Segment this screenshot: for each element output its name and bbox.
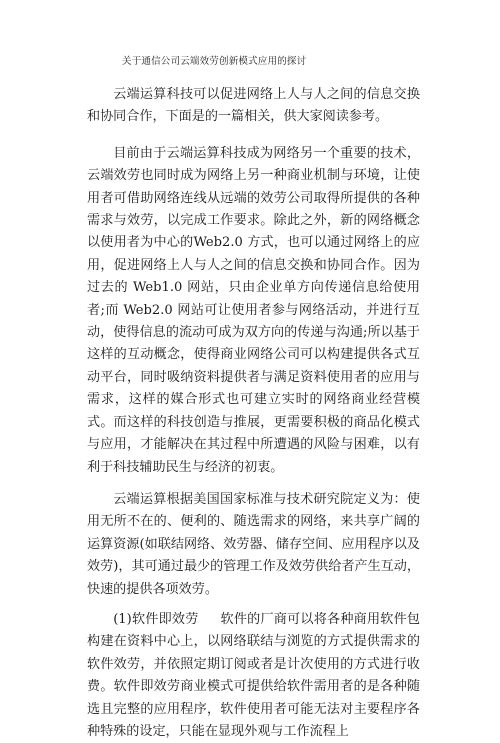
paragraph-definition: 云端运算根据美国国家标准与技术研究院定义为：使用无所不在的、便利的、随选需求的网络，来共享广阔的运算资源(如联结网络、效劳器、储存空间、应用程序以及效劳)，其可通过最少的管理工作及效劳供给者产生互动，快速的提供各项效劳。: [87, 491, 420, 597]
paragraph-intro: 云端运算科技可以促进网络上人与人之间的信息交换和协同合作，下面是的一篇相关，供大家阅读参考。: [87, 87, 420, 125]
saas-label: (1)软件即效劳: [113, 611, 199, 627]
document-header: 关于通信公司云端效劳创新模式应用的探讨: [122, 56, 307, 67]
paragraph-saas: [87, 609, 420, 743]
saas-text: 软件的厂商可以将各种商用软件包构建在资料中心上，以网络联结与浏览的方式提供需求的软件效劳，并依照定期订阅或者是计次使用的方式进行收费。软件即效劳商业模式可提供给软件需用者的是各种随选且完整的应用程序，软件使用者可能无法对主要程序各种特殊的设定，只能在显现外观与工作流程上: [87, 611, 420, 739]
paragraph-background: 目前由于云端运算科技成为网络另一个重要的技术，云端效劳也同时成为网络上另一种商业机制与环境，让使用者可借助网络连线从远端的效劳公司取得所提供的各种需求与效劳，以完成工作要求。除此之外，新的网络概念以使用者为中心的Web2.0 方式，也可以通过网络上的应用，促进网络上人与人之间的信息交换和协同合作。因为过去的 Web1.0 网站，只由企业单方向传递信息给使用者;而 Web2.0 网站可让使用者参与网络活动，并进行互动，使得信息的流动可成为双方向的传递与沟通;所以基于这样的互动概念，使得商业网络公司可以构建提供各式互动平台，同时吸纳资料提供者与满足资料使用者的应用与需求，这样的媒合形式也可建立实时的网络商业经营模式。而这样的科技创造与推展，更需要积极的商品化模式与应用，才能解决在其过程中所遭遇的风险与困难，以有利于科技辅助民生与经济的初衷。: [87, 145, 420, 475]
document-body: [87, 84, 420, 743]
